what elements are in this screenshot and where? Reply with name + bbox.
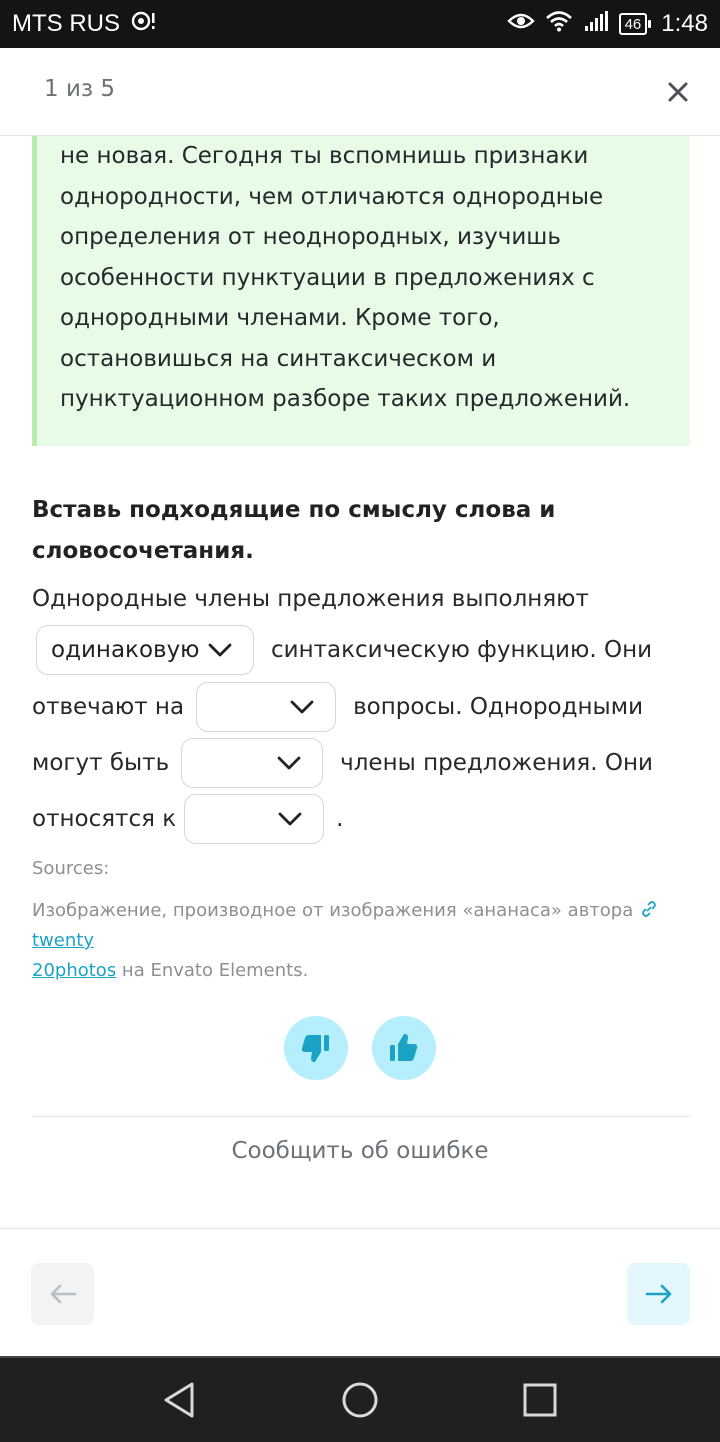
select-3[interactable] xyxy=(181,738,323,788)
task-line-2 xyxy=(32,625,652,675)
select-4[interactable] xyxy=(184,794,324,844)
task-text: отвечают на xyxy=(32,694,185,720)
chevron-down-icon xyxy=(276,755,302,771)
recents-square-icon xyxy=(518,1378,562,1422)
progress-counter: 1 из 5 xyxy=(44,76,116,102)
chevron-down-icon xyxy=(289,699,315,715)
task-text: могут быть xyxy=(32,750,170,776)
close-button[interactable] xyxy=(656,70,700,114)
clock: 1:48 xyxy=(661,10,708,37)
task-text: вопросы. Однородными xyxy=(353,694,644,720)
lesson-header xyxy=(0,48,720,136)
credit-text: на Envato Elements. xyxy=(116,960,309,981)
battery-level: 46 xyxy=(624,15,642,33)
task-text: относятся к xyxy=(32,806,177,832)
select-2[interactable] xyxy=(196,682,336,732)
thumbs-up-icon xyxy=(387,1031,421,1065)
system-recents-button[interactable] xyxy=(518,1378,562,1422)
intro-text: не новая. Сегодня ты вспомнишь признаки однородности, чем отличаются однородные определения от неоднородных, изучишь особенности пунктуации в предложениях с однородными членами. Кроме того, остановишься на синтаксическом и пунктуационном разборе таких предложений. xyxy=(60,143,631,412)
system-navigation-bar xyxy=(0,1356,720,1442)
task-line-1 xyxy=(32,586,589,612)
task-text: Однородные члены предложения выполняют xyxy=(32,586,589,612)
system-home-button[interactable] xyxy=(338,1378,382,1422)
select-1-value: одинаковую xyxy=(51,637,200,663)
next-button[interactable] xyxy=(627,1263,690,1325)
credit-text: Изображение, производное от изображения «ананаса» автора xyxy=(32,900,639,921)
status-bar xyxy=(0,0,720,48)
task-title: Вставь подходящие по смыслу слова и словосочетания. xyxy=(32,497,556,564)
system-back-button[interactable] xyxy=(158,1378,202,1422)
task-line-4 xyxy=(32,738,653,788)
task-line-3 xyxy=(32,682,643,732)
hotspot-icon xyxy=(130,10,156,39)
previous-button[interactable] xyxy=(31,1263,94,1325)
carrier-name: MTS RUS xyxy=(12,10,120,37)
intro-block xyxy=(32,136,690,446)
task-text: синтаксическую функцию. Они xyxy=(271,637,653,663)
arrow-right-icon xyxy=(644,1284,674,1304)
eye-icon xyxy=(507,10,535,38)
divider xyxy=(32,1116,690,1117)
home-circle-icon xyxy=(338,1378,382,1422)
back-triangle-icon xyxy=(158,1378,202,1422)
select-1[interactable] xyxy=(36,625,254,675)
thumbs-down-icon xyxy=(299,1031,333,1065)
battery-icon xyxy=(619,13,648,35)
lesson-navigation xyxy=(0,1228,720,1357)
chevron-down-icon xyxy=(277,811,303,827)
chevron-down-icon xyxy=(207,642,233,658)
task-line-5 xyxy=(32,794,343,844)
arrow-left-icon xyxy=(48,1284,78,1304)
link-icon xyxy=(639,901,659,917)
sources-label: Sources: xyxy=(32,858,110,879)
signal-icon xyxy=(583,10,609,39)
report-error-link[interactable]: Сообщить об ошибке xyxy=(231,1138,489,1164)
dislike-button[interactable] xyxy=(284,1016,348,1080)
image-credit xyxy=(32,896,692,986)
task-text: члены предложения. Они xyxy=(340,750,653,776)
task-text: . xyxy=(336,806,344,832)
wifi-icon xyxy=(545,10,573,39)
like-button[interactable] xyxy=(372,1016,436,1080)
author-link[interactable]: twenty 20photos xyxy=(32,930,117,981)
close-icon xyxy=(656,70,700,114)
